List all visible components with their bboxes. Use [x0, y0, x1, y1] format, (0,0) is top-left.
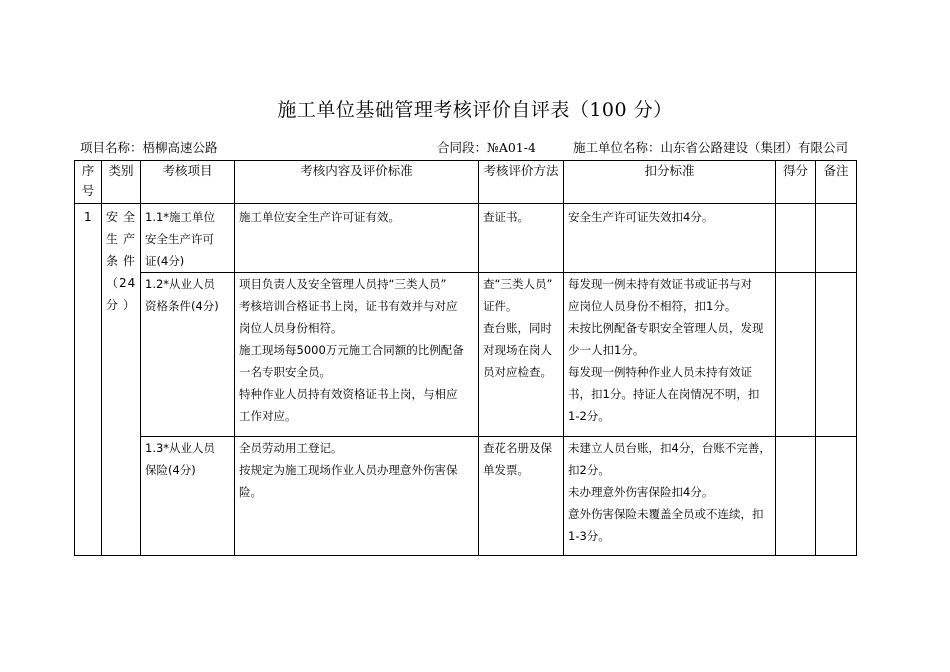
category-line: 安全 [106, 210, 136, 224]
header-score: 得分 [776, 161, 816, 204]
category-line: （24 [106, 276, 137, 290]
header-deduction: 扣分标准 [564, 161, 776, 204]
category-line: 分） [106, 298, 136, 312]
table-row [75, 273, 857, 437]
header-category: 类别 [102, 161, 141, 204]
deduction-line: 书，扣1分。持证人在岗情况不明，扣 [568, 387, 760, 401]
remark-cell [816, 204, 857, 273]
method-cell [479, 273, 564, 437]
method-line: 查证书。 [483, 210, 529, 224]
deduction-line: 少一人扣1分。 [568, 343, 645, 357]
item-line: 1.3*从业人员 [145, 441, 216, 455]
deduction-cell [564, 437, 776, 556]
content-line: 按规定为施工现场作业人员办理意外伤害保 [239, 463, 458, 477]
deduction-line: 意外伤害保险未覆盖全员或不连续，扣 [568, 507, 764, 521]
category-cell [102, 204, 141, 556]
item-line: 安全生产许可 [145, 232, 214, 246]
remark-cell [816, 437, 857, 556]
content-line: 施工现场每5000万元施工合同额的比例配备 [239, 343, 464, 357]
seq-cell: 1 [75, 204, 102, 556]
header-content: 考核内容及评价标准 [235, 161, 479, 204]
content-line: 险。 [239, 485, 262, 499]
method-line: 对现场在岗人 [483, 343, 552, 357]
category-line: 生产 [106, 232, 136, 246]
header-item: 考核项目 [141, 161, 235, 204]
item-cell [141, 437, 235, 556]
construction-unit: 施工单位名称：山东省公路建设（集团）有限公司 [573, 140, 849, 155]
method-cell [479, 204, 564, 273]
content-cell [235, 437, 479, 556]
deduction-line: 未按比例配备专职安全管理人员，发现 [568, 321, 764, 335]
header-method: 考核评价方法 [479, 161, 564, 204]
deduction-line: 未办理意外伤害保险扣4分。 [568, 485, 714, 499]
table-row [75, 204, 857, 273]
item-cell [141, 273, 235, 437]
contract-section: 合同段：№A01-4 [437, 140, 536, 155]
deduction-line: 安全生产许可证失效扣4分。 [568, 210, 714, 224]
deduction-line: 应岗位人员身份不相符，扣1分。 [568, 299, 737, 313]
deduction-line: 每发现一例特种作业人员未持有效证 [568, 365, 752, 379]
content-line: 考核培训合格证书上岗，证书有效并与对应 [239, 299, 458, 313]
table-row [75, 437, 857, 556]
deduction-cell [564, 204, 776, 273]
table-header-row [75, 161, 857, 204]
content-line: 工作对应。 [239, 409, 297, 423]
evaluation-table [74, 160, 857, 556]
content-line: 项目负责人及安全管理人员持“三类人员” [239, 277, 447, 291]
content-line: 施工单位安全生产许可证有效。 [239, 210, 400, 224]
deduction-line: 1-2分。 [568, 409, 610, 423]
content-line: 岗位人员身份相符。 [239, 321, 343, 335]
deduction-line: 未建立人员台账，扣4分，台账不完善， [568, 441, 771, 455]
document-title: 施工单位基础管理考核评价自评表（100 分） [277, 99, 673, 121]
content-line: 一名专职安全员。 [239, 365, 331, 379]
method-line: 查“三类人员” [483, 277, 553, 291]
remark-cell [816, 273, 857, 437]
method-line: 单发票。 [483, 463, 529, 477]
content-cell [235, 204, 479, 273]
content-cell [235, 273, 479, 437]
header-seq: 序号 [75, 161, 102, 204]
item-cell [141, 204, 235, 273]
deduction-line: 1-3分。 [568, 529, 610, 543]
item-line: 1.1*施工单位 [145, 210, 216, 224]
content-line: 全员劳动用工登记。 [239, 441, 343, 455]
method-line: 查台账，同时 [483, 321, 552, 335]
method-line: 员对应检查。 [483, 365, 552, 379]
project-name: 项目名称：梧柳高速公路 [80, 140, 218, 155]
item-line: 1.2*从业人员 [145, 277, 216, 291]
category-line: 条件 [106, 254, 136, 268]
item-line: 证(4分) [145, 254, 185, 268]
content-line: 特种作业人员持有效资格证书上岗，与相应 [239, 387, 458, 401]
score-cell [776, 273, 816, 437]
score-cell [776, 204, 816, 273]
score-cell [776, 437, 816, 556]
deduction-line: 扣2分。 [568, 463, 610, 477]
item-line: 资格条件(4分) [145, 299, 219, 313]
deduction-line: 每发现一例未持有效证书或证书与对 [568, 277, 752, 291]
item-line: 保险(4分) [145, 463, 196, 477]
header-remark: 备注 [816, 161, 857, 204]
method-cell [479, 437, 564, 556]
deduction-cell [564, 273, 776, 437]
method-line: 查花名册及保 [483, 441, 552, 455]
method-line: 证件。 [483, 299, 518, 313]
